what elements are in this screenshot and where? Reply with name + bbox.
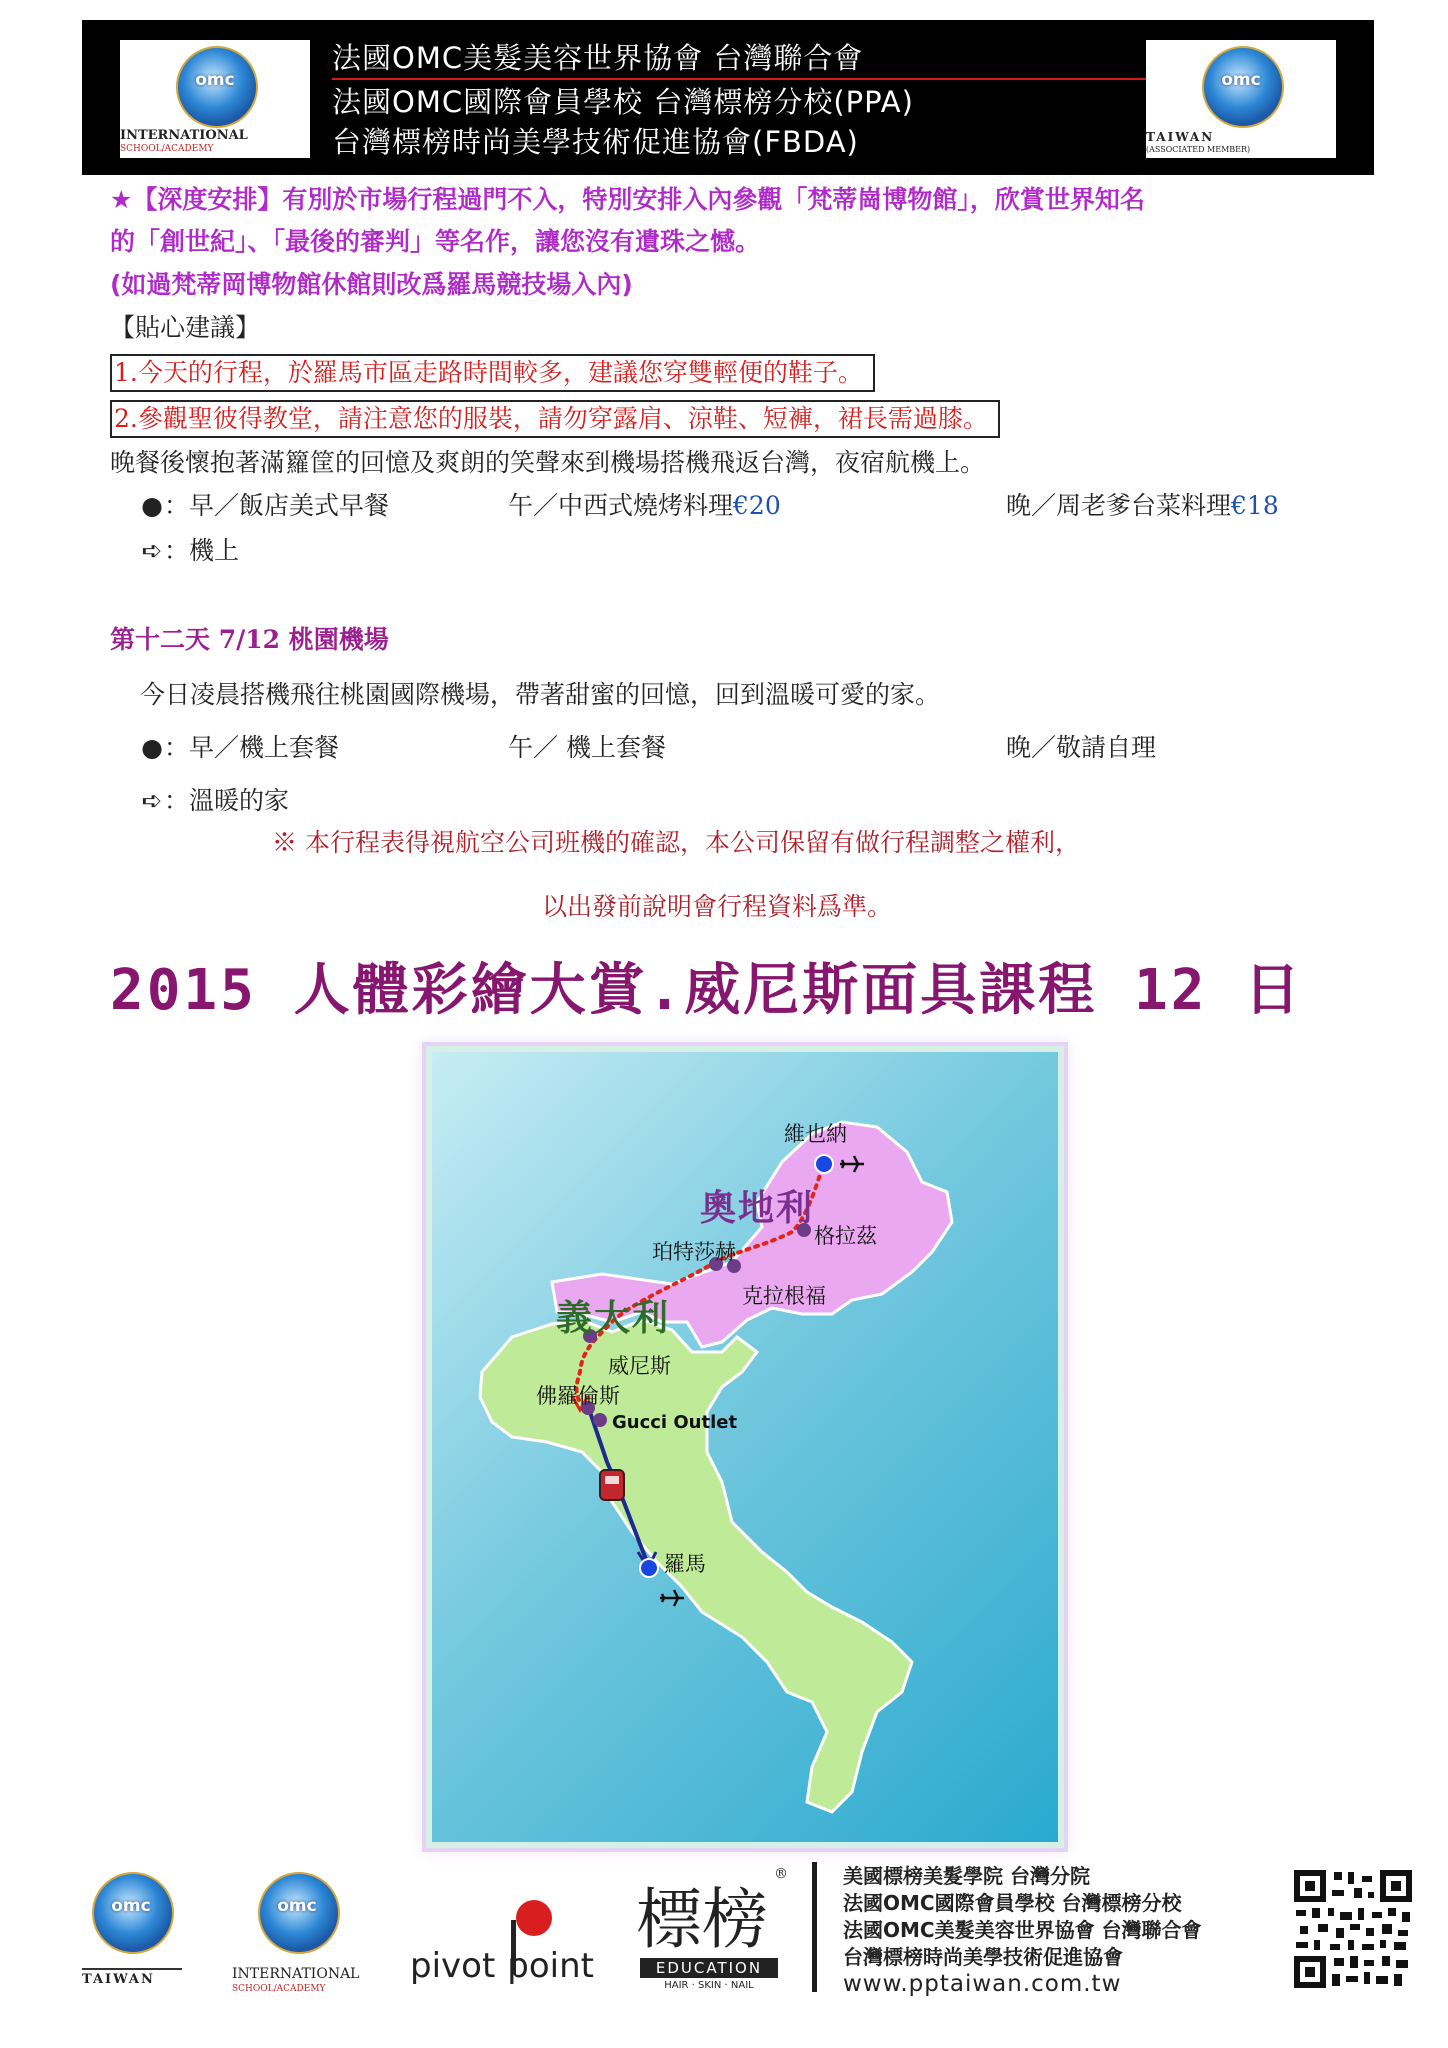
- tip-2: 2.參觀聖彼得教堂，請注意您的服裝，請勿穿露肩、涼鞋、短褲，裙長需過膝。: [110, 400, 1000, 438]
- bed-icon: ➪: [141, 536, 163, 565]
- pivot-dot-icon: [516, 1900, 552, 1936]
- intro-line-1: ★【深度安排】有別於市場行程過門不入，特別安排入內參觀「梵蒂崗博物館」，欣賞世界知名: [110, 185, 1145, 214]
- plane-icon: [660, 1590, 684, 1606]
- omc-taiwan-logo: omc TAIWAN (ASSOCIATED MEMBER): [1146, 40, 1336, 158]
- tour-title: 2015 人體彩繪大賞.威尼斯面具課程 12 日: [110, 958, 1304, 1023]
- hotel-day12: ➪：溫暖的家: [140, 784, 289, 818]
- dinner-day12: 晚／敬請自理: [1006, 733, 1157, 762]
- gucci-dot: [593, 1413, 607, 1427]
- footer-line-3: 法國OMC美髮美容世界協會 台灣聯合會: [843, 1918, 1202, 1942]
- train-icon: [600, 1470, 624, 1500]
- label-gucci: Gucci Outlet: [612, 1412, 738, 1433]
- breakfast-day11: ：早／飯店美式早餐: [164, 491, 390, 520]
- footer-line-2: 法國OMC國際會員學校 台灣標榜分校: [843, 1891, 1182, 1915]
- footer-line-4: 台灣標榜時尚美學技術促進協會: [843, 1945, 1123, 1969]
- dinner-note: 晚餐後懷抱著滿籮筐的回憶及爽朗的笑聲來到機場搭機飛返台灣，夜宿航機上。: [110, 448, 986, 477]
- label-florence: 佛羅倫斯: [536, 1384, 620, 1408]
- label-rome: 羅馬: [664, 1552, 706, 1576]
- footer-url: www.pptaiwan.com.tw: [843, 1971, 1122, 1997]
- footer-line-1: 美國標榜美髮學院 台灣分院: [843, 1864, 1090, 1888]
- lunch-day11: 午／中西式燒烤料理€20: [508, 491, 781, 520]
- header-line-1: 法國OMC美髮美容世界協會 台灣聯合會: [332, 41, 864, 75]
- label-graz: 格拉茲: [814, 1224, 877, 1248]
- header-title-lines: [332, 38, 1212, 162]
- label-vienna: 維也納: [784, 1122, 847, 1146]
- header-divider: [332, 78, 1152, 80]
- route-map: [432, 1052, 1058, 1842]
- qr-code-icon: [1292, 1868, 1414, 1990]
- tip-1: 1.今天的行程，於羅馬市區走路時間較多，建議您穿雙輕便的鞋子。: [110, 354, 875, 392]
- lunch-day12: 午／ 機上套餐: [508, 733, 666, 762]
- tips-heading: 【貼心建議】: [110, 313, 261, 342]
- vienna-dot: [815, 1155, 833, 1173]
- header-line-2: 法國OMC國際會員學校 台灣標榜分校(PPA): [332, 85, 914, 119]
- bed-icon: ➪: [141, 786, 163, 815]
- map-svg: [432, 1052, 1058, 1842]
- dinner-day11: 晚／周老爹台菜料理€18: [1006, 491, 1279, 520]
- footer-divider: [812, 1862, 817, 1992]
- label-austria: 奧地利: [700, 1188, 815, 1229]
- meal-icon: ●: [141, 733, 163, 762]
- label-klagenfurt: 克拉根福: [742, 1284, 826, 1308]
- rome-dot: [640, 1559, 658, 1577]
- footer-org-text: [843, 1863, 1202, 1998]
- notice-line-2: 以出發前說明會行程資料爲準。: [542, 892, 893, 921]
- header-banner: [82, 20, 1374, 175]
- intro-line-3: (如過梵蒂岡博物館休館則改爲羅馬競技場入內): [110, 270, 633, 299]
- meals-day11: [140, 489, 389, 523]
- header-line-3: 台灣標榜時尚美學技術促進協會(FBDA): [332, 125, 859, 159]
- day12-desc: 今日凌晨搭機飛往桃園國際機場，帶著甜蜜的回憶，回到溫暖可愛的家。: [140, 680, 941, 709]
- dinner-price: €18: [1231, 491, 1279, 520]
- meals-day12: [140, 731, 339, 765]
- lunch-price: €20: [733, 491, 781, 520]
- breakfast-day12: ：早／機上套餐: [164, 733, 340, 762]
- footer-omc-international-logo: omc INTERNATIONAL SCHOOL/ACADEMY: [232, 1872, 362, 2000]
- label-italy: 義大利: [556, 1298, 671, 1339]
- label-venice: 威尼斯: [608, 1354, 671, 1378]
- intro-line-2: 的「創世紀」、「最後的審判」等名作，讓您沒有遺珠之憾。: [110, 227, 761, 256]
- label-portschach: 珀特莎赫: [652, 1240, 736, 1264]
- meal-icon: ●: [141, 491, 163, 520]
- day12-title: 第十二天 7/12 桃園機場: [110, 625, 389, 654]
- hotel-day11: ➪：機上: [140, 534, 239, 568]
- footer-omc-taiwan-logo: omc TAIWAN: [82, 1872, 182, 2000]
- biaobang-education-logo: 標榜 ® EDUCATION HAIR · SKIN · NAIL: [636, 1866, 788, 1991]
- omc-international-logo: omc INTERNATIONAL SCHOOL/ACADEMY: [120, 40, 310, 158]
- notice-line-1: ※ 本行程表得視航空公司班機的確認，本公司保留有做行程調整之權利，: [272, 828, 1080, 857]
- pivot-point-logo: pivot point: [410, 1900, 610, 2000]
